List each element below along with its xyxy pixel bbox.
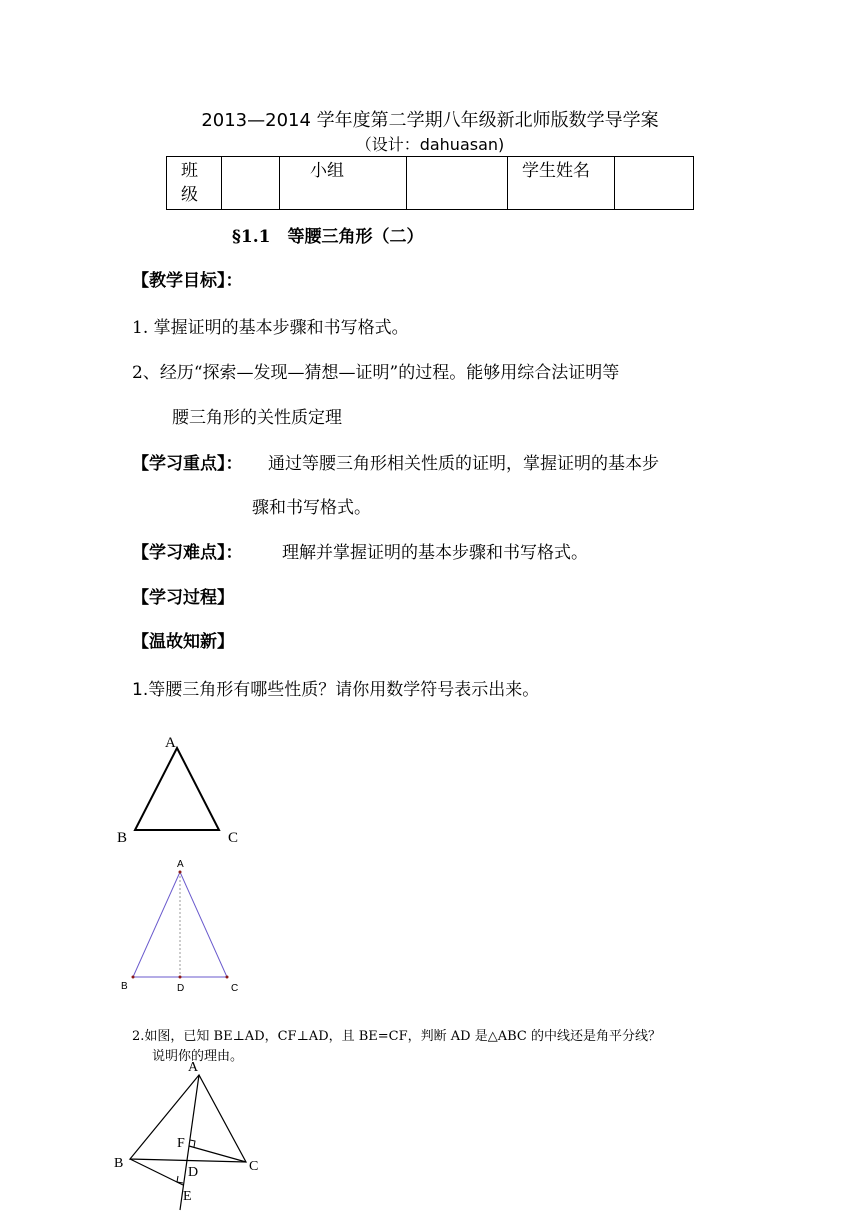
key-points-line-2: 骤和书写格式。 [252,498,371,518]
fig2-label-B: B [121,981,128,992]
objective-item-1: 1. 掌握证明的基本步骤和书写格式。 [132,318,409,338]
class-label: 班级 [181,161,198,205]
difficulties-heading: 【学习难点】： [132,543,243,563]
fig3-label-D: D [188,1165,199,1180]
fig3-label-F: F [177,1136,185,1151]
fig1-label-C: C [228,830,239,846]
objectives-heading: 【教学目标】： [132,271,243,291]
objective-item-2-line-1: 2、经历“探索—发现—猜想—证明”的过程。能够用综合法证明等 [132,363,620,383]
right-angle-mark-E [177,1176,183,1183]
difficulties-text: 理解并掌握证明的基本步骤和书写格式。 [282,543,588,563]
objective-item-2-line-2: 腰三角形的关性质定理 [172,408,342,428]
review-heading: 【温故知新】 [132,632,234,652]
question-1: 1.等腰三角形有哪些性质？请你用数学符号表示出来。 [132,680,540,700]
fig3-label-C: C [249,1159,259,1174]
fig2-label-A: A [177,859,184,870]
section-title: §1.1 等腰三角形（二） [232,227,424,247]
key-points-heading: 【学习重点】： [132,454,243,474]
process-heading: 【学习过程】 [132,588,234,608]
fig2-label-D: D [177,983,185,994]
fig1-label-B: B [117,830,128,846]
fig3-label-A: A [188,1060,199,1075]
group-label: 小组 [310,161,344,181]
document-subtitle: （设计：dahuasan) [355,135,505,154]
fig1-label-A: A [165,735,176,751]
segment-CF [189,1146,246,1162]
name-label: 学生姓名 [522,161,590,181]
fig3-label-E: E [183,1189,192,1204]
document-title: 2013—2014 学年度第二学期八年级新北师版数学导学案 [201,110,659,131]
question-2-line-2: 说明你的理由。 [152,1049,244,1064]
key-points-line-1: 通过等腰三角形相关性质的证明，掌握证明的基本步 [268,454,659,474]
question-2-line-1: 2.如图，已知 BE⊥AD，CF⊥AD，且 BE=CF，判断 AD 是△ABC 的中线还是角平分线？ [132,1029,661,1044]
fig2-label-C: C [231,983,239,994]
segment-BE [130,1159,183,1185]
fig3-label-B: B [114,1156,124,1171]
